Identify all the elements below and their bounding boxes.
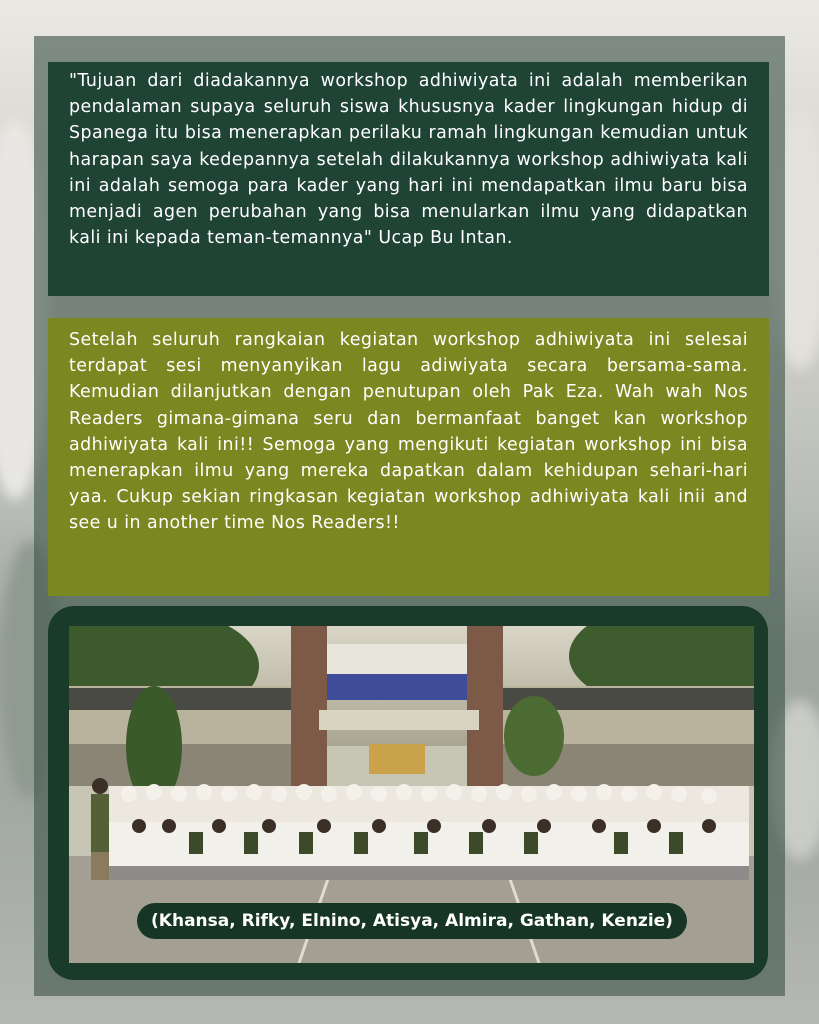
closing-card	[48, 318, 769, 596]
closing-text: Setelah seluruh rangkaian kegiatan workshop adhiwiyata ini selesai terdapat sesi menyanyikan lagu adiwiyata secara bersama-sama. Kemudian dilanjutkan dengan penutupan oleh Pak Eza. Wah wah Nos Readers gimana-gimana seru dan bermanfaat banget kan workshop adhiwiyata kali ini!! Semoga yang mengikuti kegiatan workshop ini bisa menerapkan ilmu yang mereka dapatkan dalam kehidupan sehari-hari yaa. Cukup sekian ringkasan kegiatan workshop adhiwiyata kali inii and see u in another time Nos Readers!!	[69, 330, 748, 534]
quote-text: "Tujuan dari diadakannya workshop adhiwiyata ini adalah memberikan pendalaman supaya seluruh siswa khususnya kader lingkungan hidup di Spanega itu bisa menerapkan perilaku ramah lingkungan kemudian untuk harapan saya kedepannya setelah dilakukannya workshop adhiwiyata kali ini adalah semoga para kader yang hari ini mendapatkan ilmu baru bisa menjadi agen perubahan yang bisa menularkan ilmu yang didapatkan kali ini kepada teman-temannya" Ucap Bu Intan.	[69, 71, 748, 249]
photo-caption: (Khansa, Rifky, Elnino, Atisya, Almira, Gathan, Kenzie)	[137, 903, 687, 939]
quote-card	[48, 62, 769, 296]
